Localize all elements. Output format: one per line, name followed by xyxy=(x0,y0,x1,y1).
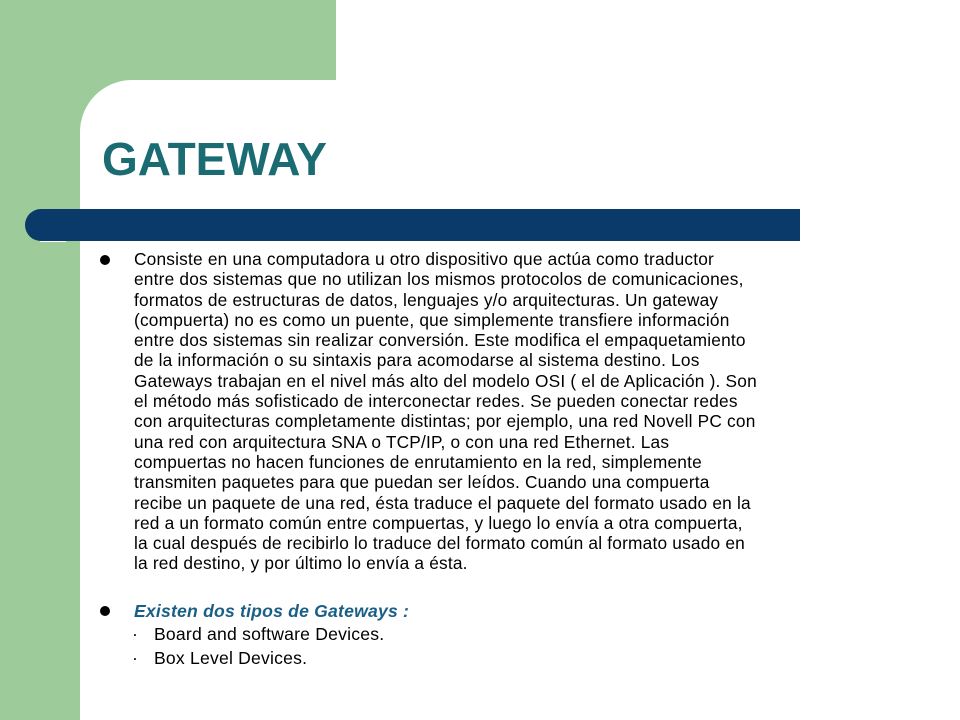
gateway-type-label: Box Level Devices. xyxy=(154,647,308,668)
gateway-type-item xyxy=(100,622,900,646)
paragraph-line: una red con arquitectura SNA o TCP/IP, o con una red Ethernet. Las xyxy=(134,431,670,452)
middle-dot-icon: · xyxy=(132,623,139,644)
definition-bullet xyxy=(100,249,900,574)
paragraph-line: la red destino, y por último lo envía a ésta. xyxy=(134,553,468,574)
paragraph-line: red a un formato común entre compuertas, y luego lo envía a otra compuerta, xyxy=(134,512,743,533)
middle-dot-icon: · xyxy=(132,647,139,668)
paragraph-line: Consiste en una computadora u otro dispositivo que actúa como traductor xyxy=(134,249,715,269)
gateway-type-item xyxy=(100,646,900,670)
definition-paragraph xyxy=(134,249,900,574)
gateway-types-heading: Existen dos tipos de Gateways : xyxy=(134,600,410,621)
bullet-dot-icon xyxy=(100,606,110,616)
paragraph-line: de la información o su sintaxis para acomodarse al sistema destino. Los xyxy=(134,350,700,371)
paragraph-line: (compuerta) no es como un puente, que simplemente transfiere información xyxy=(134,309,730,330)
title-bar-notch xyxy=(40,241,66,242)
paragraph-line: recibe un paquete de una red, ésta traduce el paquete del formato usado en la xyxy=(134,492,751,513)
slide-content xyxy=(100,249,900,670)
gateway-type-label: Board and software Devices. xyxy=(154,623,385,644)
bullet-dot-icon xyxy=(100,255,110,265)
slide-title: GATEWAY xyxy=(102,133,327,185)
paragraph-line: transmiten paquetes para que puedan ser leídos. Cuando una compuerta xyxy=(134,472,710,493)
paragraph-line: entre dos sistemas sin realizar conversión. Este modifica el empaquetamiento xyxy=(134,330,746,351)
paragraph-line: la cual después de recibirlo lo traduce del formato común al formato usado en xyxy=(134,533,745,554)
gateway-types-bullet xyxy=(100,600,900,622)
paragraph-line: compuertas no hacen funciones de enrutamiento en la red, simplemente xyxy=(134,451,702,472)
paragraph-line: el método más sofisticado de interconectar redes. Se pueden conectar redes xyxy=(134,391,738,412)
paragraph-line: entre dos sistemas que no utilizan los mismos protocolos de comunicaciones, xyxy=(134,269,744,290)
paragraph-line: con arquitecturas completamente distintas; por ejemplo, una red Novell PC con xyxy=(134,411,756,432)
paragraph-line: formatos de estructuras de datos, lenguajes y/o arquitecturas. Un gateway xyxy=(134,289,719,310)
paragraph-line: Gateways trabajan en el nivel más alto del modelo OSI ( el de Aplicación ). Son xyxy=(134,370,757,391)
title-underline-bar xyxy=(25,209,800,241)
